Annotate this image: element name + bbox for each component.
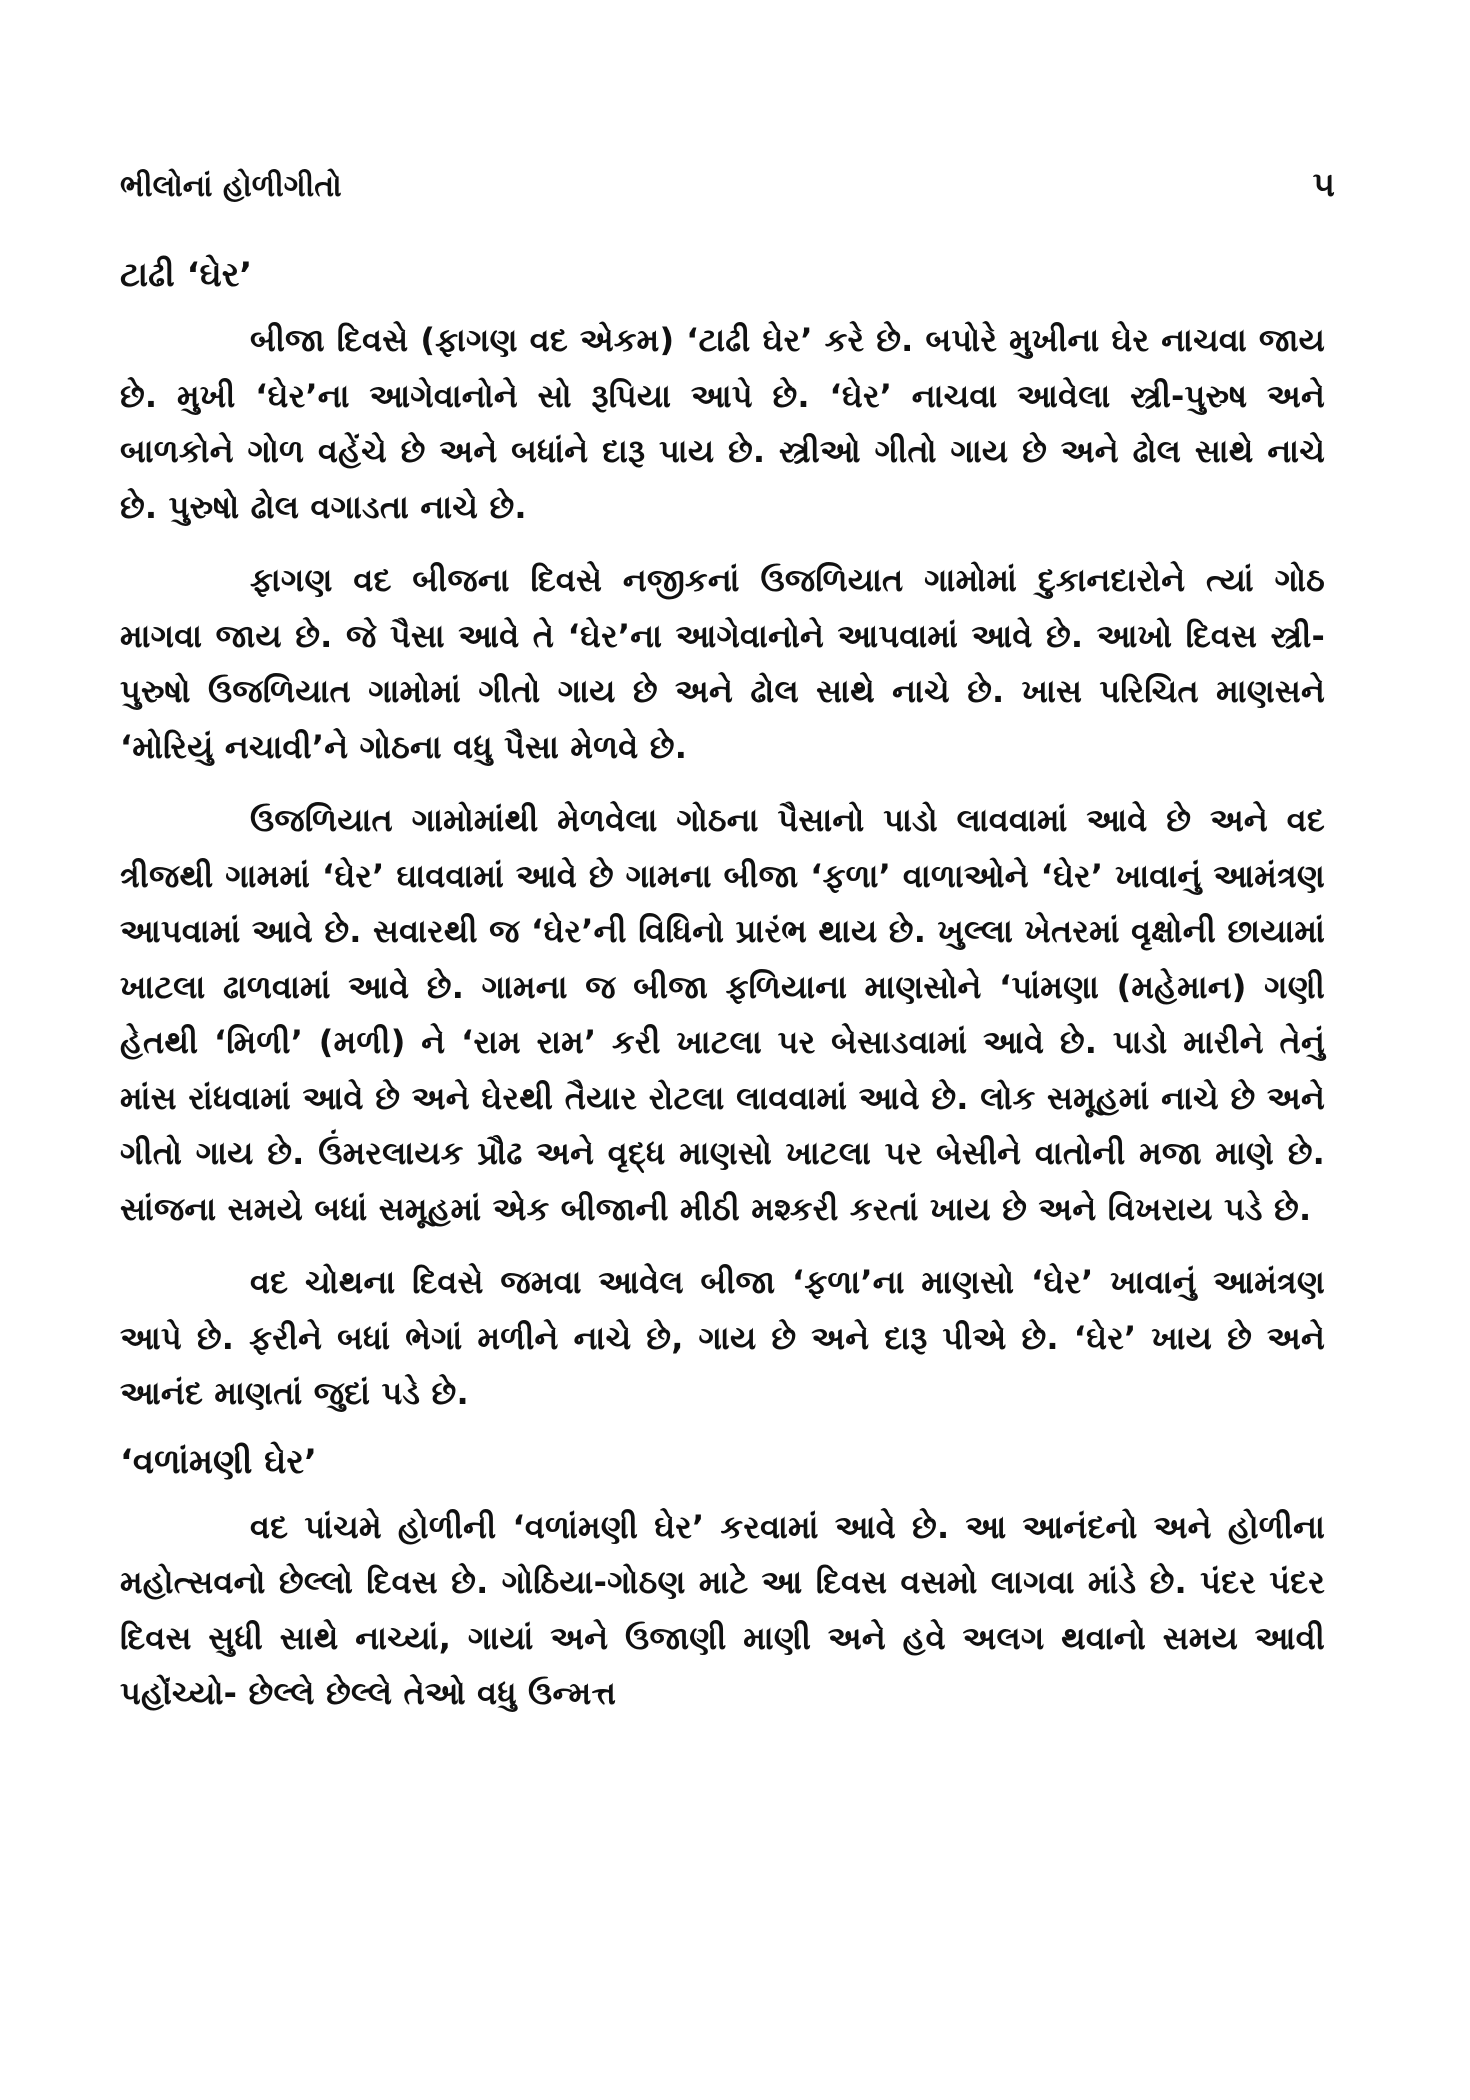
running-header (120, 165, 1335, 215)
section-heading: ‘વળાંમણી ઘેર’ (120, 1441, 317, 1482)
paragraph: વદ ચોથના દિવસે જમવા આવેલ બીજા ‘ફળા’ના માણસો ‘ઘેર’ ખાવાનું આમંત્રણ આપે છે. ફરીને બધાં ભેગાં મળીને નાચે છે, ગાય છે અને દારૂ પીએ છે. ‘ઘેર’ ખાય છે અને આનંદ માણતાં જુદાં પડે છે. (120, 1263, 1325, 1412)
section-heading: ટાઢી ‘ઘેર’ (120, 255, 253, 295)
running-title: ભીલોનાં હોળીગીતો (120, 169, 342, 204)
section-tadhi-gher (120, 245, 1325, 1422)
paragraph: ઉજળિયાત ગામોમાંથી મેળવેલા ગોઠના પૈસાનો પાડો લાવવામાં આવે છે અને વદ ત્રીજથી ગામમાં ‘ઘેર’ ઘાવવામાં આવે છે ગામના બીજા ‘ફળા’ વાળાઓને ‘ઘેર’ ખાવાનું આમંત્રણ આપવામાં આવે છે. સવારથી જ ‘ઘેર’ની વિધિનો પ્રારંભ થાય છે. ખુલ્લા ખેતરમાં વૃક્ષોની છાયામાં ખાટલા ઢાળવામાં આવે છે. ગામના જ બીજા ફળિયાના માણસોને ‘પાંમણા (મહેમાન) ગણી હેતથી ‘મિળી’ (મળી) ને ‘રામ રામ’ કરી ખાટલા પર બેસાડવામાં આવે છે. પાડો મારીને તેનું માંસ રાંધવામાં આવે છે અને ઘેરથી તૈયાર રોટલા લાવવામાં આવે છે. લોક સમૂહમાં નાચે છે અને ગીતો ગાય છે. ઉંમરલાયક પ્રૌઢ અને વૃદ્ધ માણસો ખાટલા પર બેસીને વાતોની મજા માણે છે. સાંજના સમયે બધાં સમૂહમાં એક બીજાની મીઠી મશ્કરી કરતાં ખાય છે અને વિખરાય પડે છે. (120, 801, 1325, 1228)
paragraph: ફાગણ વદ બીજના દિવસે નજીકનાં ઉજળિયાત ગામોમાં દુકાનદારોને ત્યાં ગોઠ માગવા જાય છે. જે પૈસા આવે તે ‘ઘેર’ના આગેવાનોને આપવામાં આવે છે. આખો દિવસ સ્ત્રી-પુરુષો ઉજળિયાત ગામોમાં ગીતો ગાય છે અને ઢોલ સાથે નાચે છે. ખાસ પરિચિત માણસને ‘મોરિયું નચાવી’ને ગોઠના વધુ પૈસા મેળવે છે. (120, 561, 1325, 766)
section-valamani-gher (120, 1432, 1325, 1722)
page-number: ૫ (1312, 165, 1335, 205)
page-body (120, 245, 1325, 1740)
paragraph: બીજા દિવસે (ફાગણ વદ એકમ) ‘ટાઢી ઘેર’ કરે છે. બપોરે મુખીના ઘેર નાચવા જાય છે. મુખી ‘ઘેર’ના આગેવાનોને સો રૂપિયા આપે છે. ‘ઘેર’ નાચવા આવેલા સ્ત્રી-પુરુષ અને બાળકોને ગોળ વહેંચે છે અને બધાંને દારૂ પાય છે. સ્ત્રીઓ ગીતો ગાય છે અને ઢોલ સાથે નાચે છે. પુરુષો ઢોલ વગાડતા નાચે છે. (120, 321, 1325, 526)
paragraph: વદ પાંચમે હોળીની ‘વળાંમણી ઘેર’ કરવામાં આવે છે. આ આનંદનો અને હોળીના મહોત્સવનો છેલ્લો દિવસ છે. ગોઠિયા-ગોઠણ માટે આ દિવસ વસમો લાગવા માંડે છે. પંદર પંદર દિવસ સુધી સાથે નાચ્યાં, ગાયાં અને ઉજાણી માણી અને હવે અલગ થવાનો સમય આવી પહોંચ્યો- છેલ્લે છેલ્લે તેઓ વધુ ઉન્મત્ત (120, 1507, 1325, 1712)
